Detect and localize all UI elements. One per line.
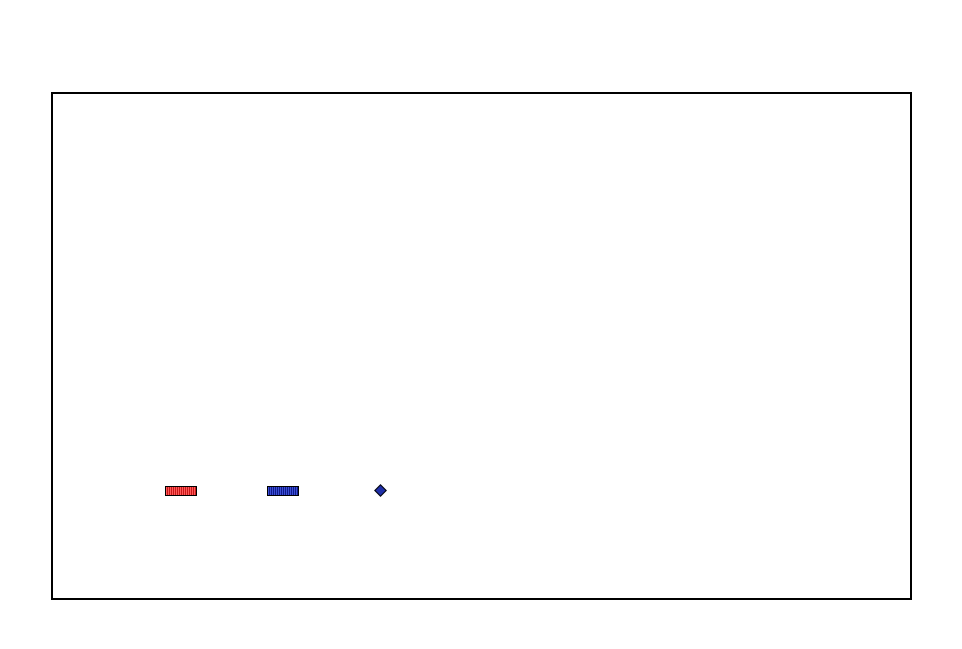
schedule-sheet: [51, 92, 912, 600]
legend-key-swatch: [165, 486, 197, 496]
legend-milestone-diamond: [374, 484, 387, 497]
legend-normal-swatch: [267, 486, 299, 496]
